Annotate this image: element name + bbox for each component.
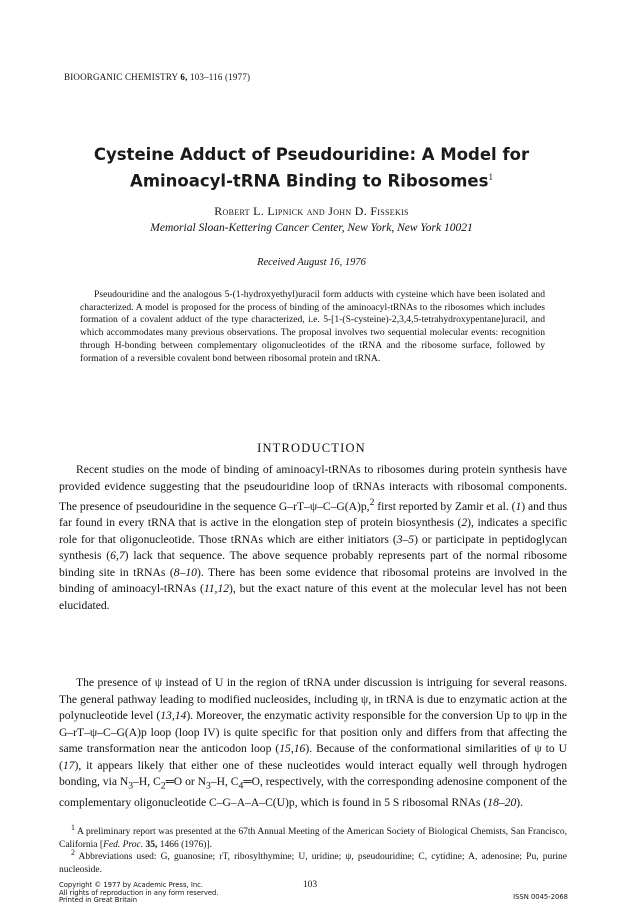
copyright-line: Copyright © 1977 by Academic Press, Inc. xyxy=(59,881,204,889)
title-line-2-text: Aminoacyl-tRNA Binding to Ribosomes xyxy=(130,171,489,191)
abstract: Pseudouridine and the analogous 5-(1-hydroxyethyl)uracil form adducts with cysteine which have been isolated and characterized. A model is proposed for the process of binding of the aminoacyl-tRNAs to the ribosomes which includes formation of a covalent adduct of the type characterized, i.e. 5-[1-(S-cysteine)-2,3,4,5-tetrahydroxypentane]uracil, and which accommodates many previous observations. The proposal involves two sequential molecular events: recognition through H-bonding between complementary oligonucleotides of the tRNA and the ribosome surface, followed by formation of a reversible covalent bond between ribosomal protein and tRNA. xyxy=(80,289,545,364)
citation-ref[interactable]: 3–5 xyxy=(396,532,415,546)
received-date: Received August 16, 1976 xyxy=(257,257,366,268)
text-run: ) or participate in peptidoglycan synthesis ( xyxy=(59,532,567,563)
footnote-mark: 1 xyxy=(71,823,75,832)
text-run: ) lack that sequence. The above sequence probably represents part of the normal ribosome binding site in tRNAs ( xyxy=(59,549,567,579)
text-run: ═O or N xyxy=(165,775,207,788)
text-run: 1466 (1976)]. xyxy=(157,839,212,850)
title-line-2 xyxy=(40,166,583,193)
text-run: ), it appears likely that either one of these nucleotides would interact equally well through hydrogen bonding, via N xyxy=(59,758,567,788)
text-run: The presence of ψ instead of U in the region of tRNA under discussion is intriguing for several reasons. The general pathway leading to modified nucleosides, including ψ, in tRNA is due to enzymatic action at the polynucleotide level ( xyxy=(59,676,567,722)
citation-ref[interactable]: 18–20 xyxy=(487,795,517,809)
journal-name: BIOORGANIC CHEMISTRY xyxy=(64,72,178,82)
text-run: ), indicates a specific role for that oligonucleotide. Those tRNAs which are either initiators ( xyxy=(59,516,568,546)
intro-paragraph-2 xyxy=(59,675,567,811)
citation-ref[interactable]: 15,16 xyxy=(279,742,306,755)
text-run: ═O, respectively, with the corresponding adenosine component of the complementary oligonucleotide C–G–A–A–C(U)p, which is found in 5 S ribosomal RNAs ( xyxy=(59,775,567,809)
footnote-mark: 2 xyxy=(71,848,75,857)
copyright-notice xyxy=(59,882,299,905)
subscript: 4 xyxy=(238,780,244,792)
text-run: ), but the exact nature of this event at the molecular level has not been elucidated. xyxy=(59,582,567,612)
footnote-journal: Fed. Proc. xyxy=(103,839,144,850)
journal-volume: 6, xyxy=(180,72,188,82)
printed-line: Printed in Great Britain xyxy=(59,896,138,905)
subscript: 3 xyxy=(128,780,134,792)
subscript: 3 xyxy=(206,780,211,792)
article-title xyxy=(40,144,583,193)
section-heading-introduction: INTRODUCTION xyxy=(257,441,366,455)
text-run: first reported by Zamir et al. ( xyxy=(374,499,516,513)
citation-ref[interactable]: 8–10 xyxy=(173,565,197,579)
text-run: –H, C xyxy=(210,775,239,788)
title-footnote-mark[interactable]: 1 xyxy=(488,172,493,182)
journal-header xyxy=(64,72,250,82)
citation-ref[interactable]: 17 xyxy=(62,758,75,772)
text-run: –H, C xyxy=(133,775,161,788)
citation-ref[interactable]: 2 xyxy=(461,516,468,530)
issn: ISSN 0045-2068 xyxy=(513,893,568,901)
citation-ref[interactable]: 1 xyxy=(515,499,522,513)
citation-ref[interactable]: 6,7 xyxy=(110,549,125,563)
authors: Robert L. Lipnick and John D. Fissekis xyxy=(214,204,409,218)
footnote-ref-2[interactable]: 2 xyxy=(369,497,375,508)
text-run: ). There has been some evidence that ribosomal proteins are involved in the binding of aminoacyl-tRNAs ( xyxy=(59,565,567,596)
text-run: Recent studies on the mode of binding of aminoacyl-tRNAs to ribosomes during protein synthesis have provided evidence suggesting that the pseudouridine loop of tRNAs interacts with ribosomal components. The presence of pseudouridine in the sequence G–rT–ψ–C–G(A)p, xyxy=(59,463,567,513)
page-number: 103 xyxy=(302,880,318,890)
rights-line: All rights of reproduction in any form reserved. xyxy=(59,888,219,897)
title-line-1: Cysteine Adduct of Pseudouridine: A Model for xyxy=(93,145,530,164)
text-run: ). Because of the conformational similarities of ψ to U ( xyxy=(59,742,567,772)
footnote-volume: 35, xyxy=(145,839,158,850)
citation-ref[interactable]: 13,14 xyxy=(160,709,187,722)
intro-paragraph-1 xyxy=(59,462,567,614)
text-run: ). xyxy=(516,795,524,809)
text-run: A preliminary report was presented at the 67th Annual Meeting of the American Society of Biological Chemists, San Francisco, California [ xyxy=(59,827,567,850)
subscript: 2 xyxy=(160,780,166,792)
affiliation: Memorial Sloan-Kettering Cancer Center, New York, New York 10021 xyxy=(150,222,473,234)
text-run: Abbreviations used: G, guanosine; rT, ribosylthymine; U, uridine; ψ, pseudouridine; C, cytidine; A, adenosine; Pu, purine nucleoside. xyxy=(59,852,567,875)
citation-ref[interactable]: 11,12 xyxy=(203,582,230,596)
journal-pages: 103–116 (1977) xyxy=(190,72,251,82)
footnote-2 xyxy=(59,847,567,876)
text-run: ). Moreover, the enzymatic activity responsible for the conversion Up to ψp in the G–rT–ψ–C–G(A)p loop (loop IV) is quite specific for that position only and differs from that affecting the same transformation near the anticodon loop ( xyxy=(59,709,567,755)
text-run: ) and thus far found in every tRNA that is active in the elongation step of protein biosynthesis ( xyxy=(59,499,567,530)
